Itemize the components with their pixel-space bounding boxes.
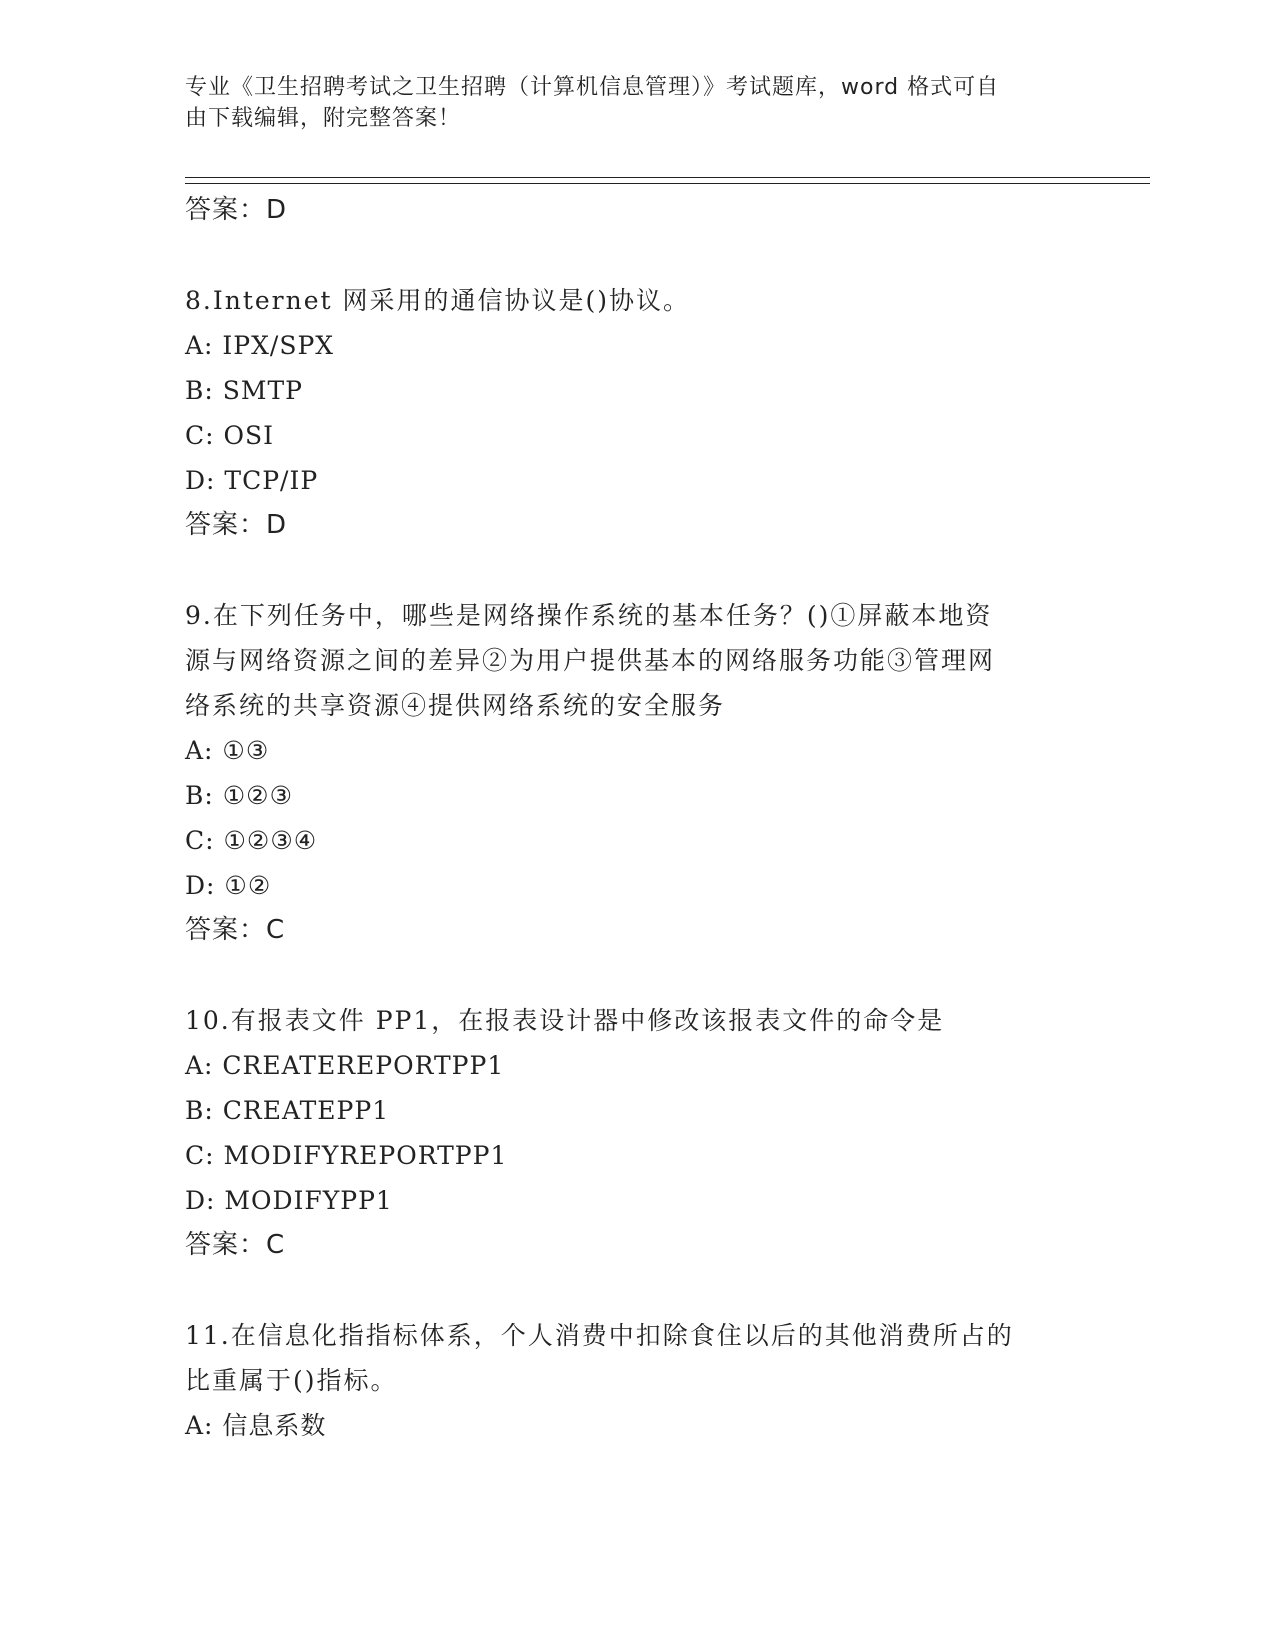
question-11 [185,1313,1105,1448]
answer-line: 答案：D [185,510,288,540]
question-8 [185,278,1105,548]
question-text: 源与网络资源之间的差异②为用户提供基本的网络服务功能③管理网 [185,646,996,675]
option-c: C: MODIFYREPORTPP1 [185,1141,508,1170]
question-9 [185,593,1105,953]
option-a: A: 信息系数 [185,1411,327,1440]
option-d: D: TCP/IP [185,466,319,495]
question-text: 11.在信息化指指标体系，个人消费中扣除食住以后的其他消费所占的 [185,1321,1014,1350]
option-b: B: ①②③ [185,781,293,810]
question-list [185,188,1105,1448]
option-b: B: SMTP [185,376,303,405]
option-a: A: CREATEREPORTPP1 [185,1051,505,1080]
answer-line-prev: 答案：D [185,195,288,225]
header-rule-top [185,177,1150,178]
question-text: 络系统的共享资源④提供网络系统的安全服务 [185,691,726,720]
question-text: 8.Internet 网采用的通信协议是()协议。 [185,286,691,315]
question-10 [185,998,1105,1268]
question-text: 比重属于()指标。 [185,1366,398,1395]
option-d: D: ①② [185,871,272,900]
header-line-2: 由下载编辑，附完整答案！ [185,106,462,131]
answer-line: 答案：C [185,1230,286,1260]
option-a: A: IPX/SPX [185,331,335,360]
header-rule-bottom [185,183,1150,184]
question-text: 9.在下列任务中，哪些是网络操作系统的基本任务？()①屏蔽本地资 [185,601,993,630]
header-line-1: 专业《卫生招聘考试之卫生招聘（计算机信息管理）》考试题库，word 格式可自 [185,75,1000,100]
option-b: B: CREATEPP1 [185,1096,390,1125]
option-c: C: ①②③④ [185,826,318,855]
option-d: D: MODIFYPP1 [185,1186,393,1215]
document-header [185,72,1065,134]
answer-line: 答案：C [185,915,286,945]
option-a: A: ①③ [185,736,270,765]
option-c: C: OSI [185,421,274,450]
question-text: 10.有报表文件 PP1，在报表设计器中修改该报表文件的命令是 [185,1006,945,1035]
